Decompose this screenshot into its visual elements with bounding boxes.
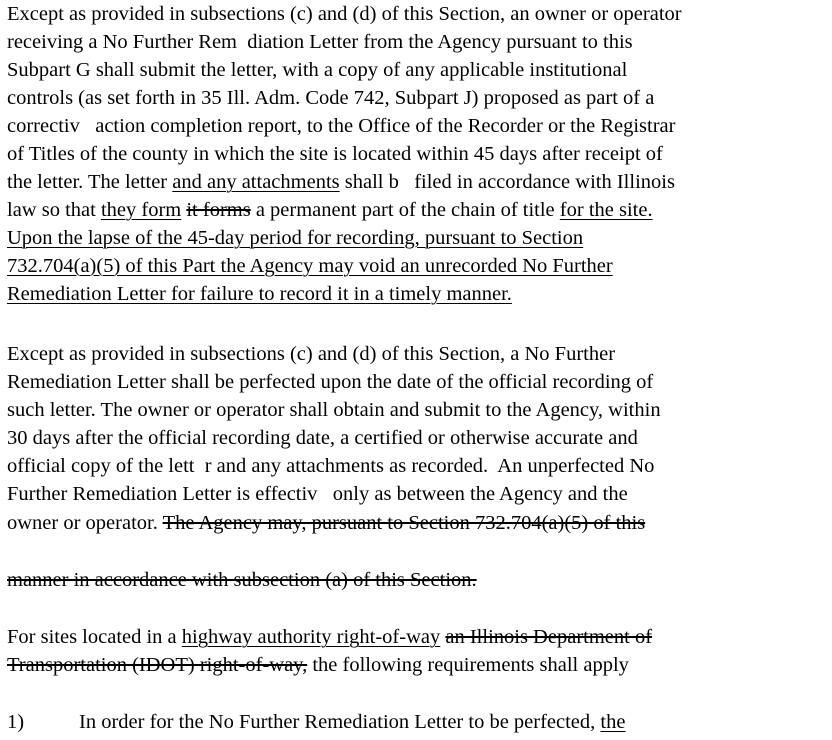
text-line	[7, 396, 661, 424]
text-segment: such letter. The owner or operator shall obtain and submit to the Agency, within	[7, 398, 661, 421]
text-segment: of Titles of the county in which the site is located within 45 days after receipt of	[7, 142, 663, 165]
inserted-text: and any attachments	[172, 170, 340, 193]
struck-text: manner in accordance with subsection (a) of this Section.	[7, 569, 477, 591]
text-line	[7, 480, 628, 508]
text-line	[7, 168, 675, 196]
inserted-text: the	[600, 710, 626, 733]
text-segment: controls (as set forth in 35 Ill. Adm. Code 742, Subpart J) proposed as part of a	[7, 86, 655, 109]
inserted-text: for the site.	[559, 198, 653, 221]
inserted-text: they form	[100, 198, 182, 221]
text-segment: a permanent part of the chain of title	[250, 198, 560, 221]
text-line	[7, 340, 615, 368]
inserted-text: 732.704(a)(5) of this Part the Agency may void an unrecorded No Further	[7, 254, 613, 277]
text-line	[7, 28, 633, 56]
struck-text: it forms	[186, 198, 251, 221]
text-segment: correctiv action completion report, to the Office of the Recorder or the Registrar	[7, 114, 676, 137]
text-segment: receiving a No Further Rem diation Letter from the Agency pursuant to this	[7, 30, 633, 53]
list-number: 1)	[7, 710, 25, 733]
text-line	[7, 424, 638, 452]
text-line	[7, 84, 654, 112]
text-segment: official copy of the lett r and any attachments as recorded. An unperfected No	[7, 455, 655, 477]
text-segment: owner or operator.	[7, 511, 163, 534]
text-segment: In order for the No Further Remediation Letter to be perfected,	[79, 710, 601, 733]
text-line	[7, 708, 625, 736]
struck-text: Transportation (IDOT) right-of-way,	[7, 654, 308, 676]
text-segment: Except as provided in subsections (c) and (d) of this Section, an owner or operator	[7, 3, 682, 25]
text-line	[7, 224, 583, 252]
text-segment: 30 days after the official recording date, a certified or otherwise accurate and	[7, 427, 638, 449]
struck-text: an Illinois Department of	[445, 626, 653, 648]
text-segment: the letter. The letter	[7, 170, 173, 193]
text-segment: For sites located in a	[7, 626, 182, 648]
text-line	[7, 623, 652, 651]
text-line	[7, 196, 653, 224]
text-line	[7, 280, 512, 308]
text-line	[7, 140, 663, 168]
text-segment: law so that	[7, 198, 101, 221]
inserted-text: Upon the lapse of the 45-day period for recording, pursuant to Section	[7, 226, 584, 249]
text-segment: Remediation Letter shall be perfected upon the date of the official recording of	[7, 370, 654, 393]
text-line	[7, 452, 654, 480]
text-line	[7, 56, 627, 84]
text-line	[7, 0, 682, 28]
text-segment: Subpart G shall submit the letter, with a copy of any applicable institutional	[7, 58, 628, 81]
text-segment: shall b filed in accordance with Illinois	[339, 170, 675, 193]
struck-text: The Agency may, pursuant to Section 732.704(a)(5) of this	[162, 511, 646, 534]
text-line	[7, 566, 477, 594]
text-line	[7, 112, 675, 140]
text-segment: Except as provided in subsections (c) and (d) of this Section, a No Further	[7, 342, 616, 365]
text-line	[7, 509, 645, 537]
text-line	[7, 651, 629, 679]
text-line	[7, 252, 613, 280]
text-segment: Further Remediation Letter is effectiv only as between the Agency and the	[7, 483, 628, 505]
text-line	[7, 368, 653, 396]
inserted-text: highway authority right-of-way	[181, 626, 441, 648]
text-segment: the following requirements shall apply	[307, 654, 629, 676]
inserted-text: Remediation Letter for failure to record it in a timely manner.	[7, 282, 512, 305]
